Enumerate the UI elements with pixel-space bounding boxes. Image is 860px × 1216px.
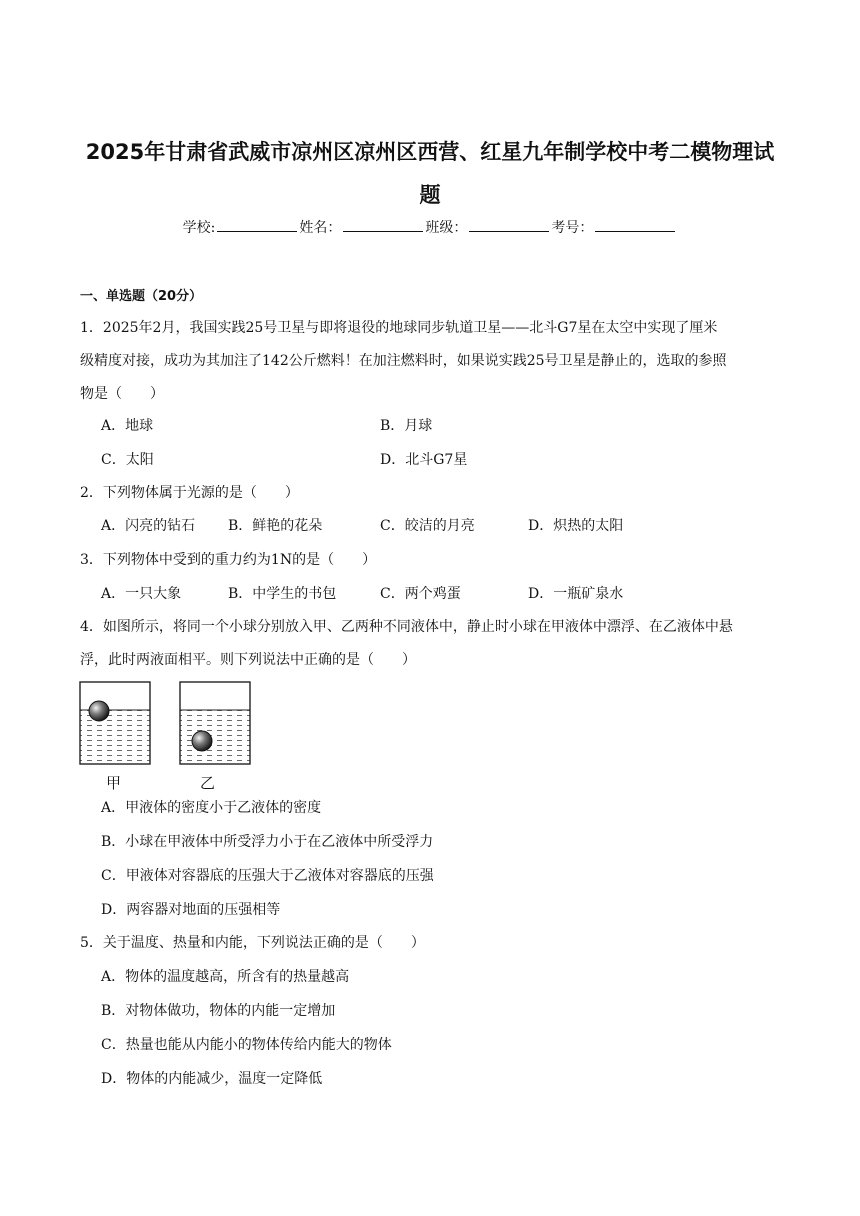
question-1-option-d[interactable]: D．北斗G7星	[380, 452, 468, 468]
question-1-option-a[interactable]: A．地球	[101, 418, 154, 434]
page-title	[60, 140, 800, 164]
question-2-option-b[interactable]: B．鲜艳的花朵	[228, 518, 323, 534]
question-1-option-b[interactable]: B．月球	[380, 418, 433, 434]
student-info-line	[0, 217, 860, 238]
question-5-option-c[interactable]: C．热量也能从内能小的物体传给内能大的物体	[101, 1037, 392, 1053]
exam-no-blank[interactable]	[595, 217, 675, 232]
question-1-line-1: 1．2025年2月，我国实践25号卫星与即将退役的地球同步轨道卫星——北斗G7星在太空中实现了厘米	[80, 320, 718, 336]
question-5-stem: 5．关于温度、热量和内能，下列说法正确的是（ ）	[80, 935, 425, 951]
question-1-line-3: 物是（ ）	[80, 386, 164, 402]
question-3-option-a[interactable]: A．一只大象	[101, 586, 182, 602]
question-4-line-2: 浮，此时两液面相平。则下列说法中正确的是（ ）	[80, 652, 416, 668]
question-4-option-d[interactable]: D．两容器对地面的压强相等	[101, 902, 281, 918]
question-5-option-a[interactable]: A．物体的温度越高，所含有的热量越高	[101, 969, 350, 985]
beaker-yi	[180, 682, 250, 764]
school-blank[interactable]	[217, 217, 297, 232]
suspended-ball	[192, 731, 212, 751]
question-3-stem: 3．下列物体中受到的重力约为1N的是（ ）	[80, 552, 377, 568]
question-4-line-1: 4．如图所示，将同一个小球分别放入甲、乙两种不同液体中，静止时小球在甲液体中漂浮、在乙液体中悬	[80, 619, 733, 635]
name-blank[interactable]	[343, 217, 423, 232]
question-3-option-b[interactable]: B．中学生的书包	[228, 586, 337, 602]
section-heading: 一、单选题（20分）	[80, 289, 203, 304]
question-2-option-c[interactable]: C．皎洁的月亮	[380, 518, 475, 534]
label-yi: 乙	[200, 774, 216, 792]
class-blank[interactable]	[469, 217, 549, 232]
beakers-figure	[76, 678, 256, 794]
question-4-option-c[interactable]: C．甲液体对容器底的压强大于乙液体对容器底的压强	[101, 868, 434, 884]
class-label: 班级：	[425, 220, 468, 236]
floating-ball	[89, 701, 109, 721]
question-3-option-d[interactable]: D．一瓶矿泉水	[528, 586, 624, 602]
question-4-option-a[interactable]: A．甲液体的密度小于乙液体的密度	[101, 800, 322, 816]
question-2-option-a[interactable]: A．闪亮的钻石	[101, 518, 196, 534]
question-1-option-c[interactable]: C．太阳	[101, 452, 154, 468]
page-title-continued	[60, 183, 800, 207]
question-5-option-b[interactable]: B．对物体做功，物体的内能一定增加	[101, 1003, 336, 1019]
question-2-option-d[interactable]: D．炽热的太阳	[528, 518, 624, 534]
school-label: 学校:	[182, 220, 216, 236]
question-3-option-c[interactable]: C．两个鸡蛋	[380, 586, 461, 602]
question-2-stem: 2．下列物体属于光源的是（ ）	[80, 485, 299, 501]
label-jia: 甲	[106, 774, 122, 792]
title-line-2: 题	[419, 183, 441, 207]
title-line-1: 2025年甘肃省武威市凉州区凉州区西营、红星九年制学校中考二模物理试	[85, 140, 775, 164]
question-1-line-2: 级精度对接，成功为其加注了142公斤燃料！在加注燃料时，如果说实践25号卫星是静止的，选取的参照	[80, 353, 727, 369]
beaker-jia	[80, 682, 150, 764]
question-5-option-d[interactable]: D．物体的内能减少，温度一定降低	[101, 1071, 323, 1087]
name-label: 姓名：	[299, 220, 342, 236]
question-4-option-b[interactable]: B．小球在甲液体中所受浮力小于在乙液体中所受浮力	[101, 834, 434, 850]
exam-no-label: 考号：	[551, 220, 594, 236]
